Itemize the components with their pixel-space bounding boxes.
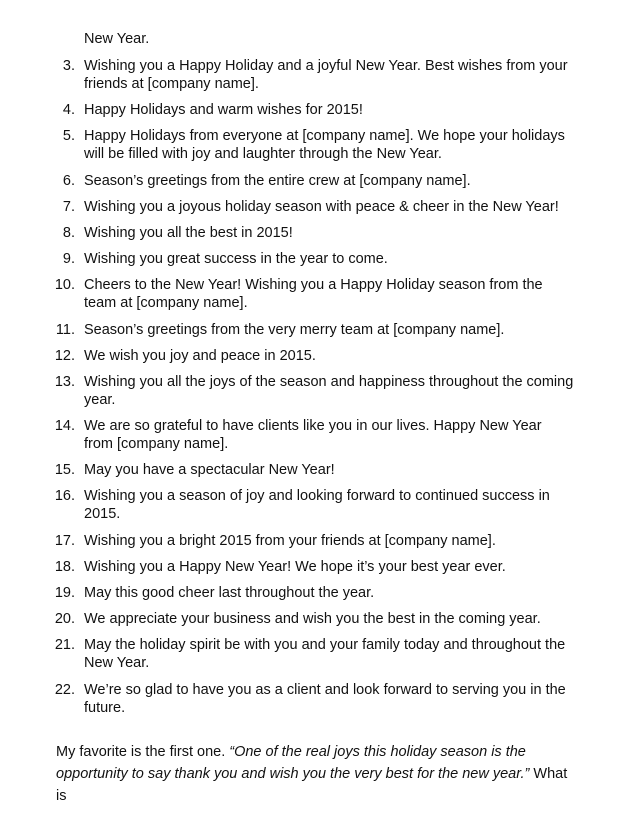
list-item-number: 4.: [62, 102, 75, 119]
continuation-text: New Year.: [84, 31, 150, 47]
list-item-text: We are so grateful to have clients like you in our lives. Happy New Year from [company name].: [84, 418, 542, 453]
list-item-text: We appreciate your business and wish you the best in the coming year.: [84, 611, 541, 628]
list-item: [0, 57, 574, 93]
closing-tail: What is: [56, 766, 568, 804]
closing-quote: “One of the real joys this holiday season is the opportunity to say thank you and wish you the very best for the new year.”: [56, 744, 530, 782]
list-item-text: May the holiday spirit be with you and your family today and throughout the New Year.: [84, 637, 566, 672]
list-item: [0, 127, 574, 163]
list-item-text: Wishing you a season of joy and looking forward to continued success in 2015.: [84, 488, 550, 523]
list-item: [0, 172, 574, 190]
list-item-number: 19.: [54, 585, 75, 601]
list-item: [0, 636, 574, 672]
list-item-text: Happy Holidays and warm wishes for 2015!: [84, 102, 363, 119]
list-item-number: 15.: [54, 462, 75, 479]
list-item-text: Wishing you a Happy New Year! We hope it’s your best year ever.: [84, 558, 506, 575]
list-item: [0, 610, 574, 628]
list-item-text: Season’s greetings from the entire crew at [company name].: [84, 172, 471, 189]
list-item-text: We wish you joy and peace in 2015.: [84, 347, 316, 364]
list-item-text: Wishing you all the joys of the season and happiness throughout the coming year.: [84, 373, 574, 408]
list-item-number: 17.: [54, 532, 75, 549]
list-item-text: Cheers to the New Year! Wishing you a Happy Holiday season from the team at [company name].: [84, 277, 543, 312]
list-item: [0, 461, 574, 479]
list-item-number: 22.: [54, 681, 75, 698]
list-item-text: Wishing you a Happy Holiday and a joyful New Year. Best wishes from your friends at [company name].: [84, 58, 568, 92]
list-item: [0, 681, 574, 717]
list-item: [0, 532, 574, 550]
list-item-number: 14.: [54, 418, 75, 435]
list-item-number: 20.: [54, 611, 75, 628]
list-item: [0, 321, 574, 339]
list-item-number: 5.: [62, 128, 75, 145]
list-item-number: 18.: [54, 558, 75, 575]
closing-lead: My favorite is the first one.: [56, 744, 226, 760]
list-item: [0, 417, 574, 453]
list-item-number: 10.: [54, 277, 75, 294]
list-item-text: May you have a spectacular New Year!: [84, 462, 335, 479]
list-item-text: Wishing you a joyous holiday season with peace & cheer in the New Year!: [84, 198, 559, 215]
list-item: [0, 224, 574, 242]
wish-list: [0, 57, 638, 725]
list-item: [0, 487, 574, 523]
list-item-number: 11.: [55, 321, 75, 338]
list-item-text: Wishing you all the best in 2015!: [84, 224, 293, 241]
list-item: [0, 347, 574, 365]
list-item: [0, 584, 574, 602]
list-item: [0, 373, 574, 409]
list-item-number: 7.: [62, 198, 75, 215]
list-item-number: 12.: [54, 347, 75, 364]
list-item: [0, 198, 574, 216]
list-item-number: 6.: [62, 172, 75, 189]
list-item: [0, 101, 574, 119]
list-item: [0, 250, 574, 268]
list-item-text: Wishing you great success in the year to come.: [84, 251, 388, 268]
list-item-number: 21.: [54, 637, 75, 654]
list-item-text: Wishing you a bright 2015 from your friends at [company name].: [84, 532, 496, 549]
list-item-text: Season’s greetings from the very merry team at [company name].: [84, 321, 505, 338]
list-item-text: We’re so glad to have you as a client and look forward to serving you in the future.: [84, 681, 566, 716]
closing-paragraph: [56, 741, 576, 807]
list-item-text: May this good cheer last throughout the year.: [84, 585, 375, 601]
list-item-number: 3.: [62, 58, 75, 74]
list-item: [0, 276, 574, 312]
list-item-number: 16.: [54, 488, 75, 505]
list-item-number: 9.: [62, 251, 75, 268]
list-item-number: 8.: [62, 224, 75, 241]
list-item-text: Happy Holidays from everyone at [company name]. We hope your holidays will be filled with joy and laughter through the New Year.: [84, 128, 565, 163]
list-item-number: 13.: [54, 373, 75, 390]
list-item: [0, 558, 574, 576]
